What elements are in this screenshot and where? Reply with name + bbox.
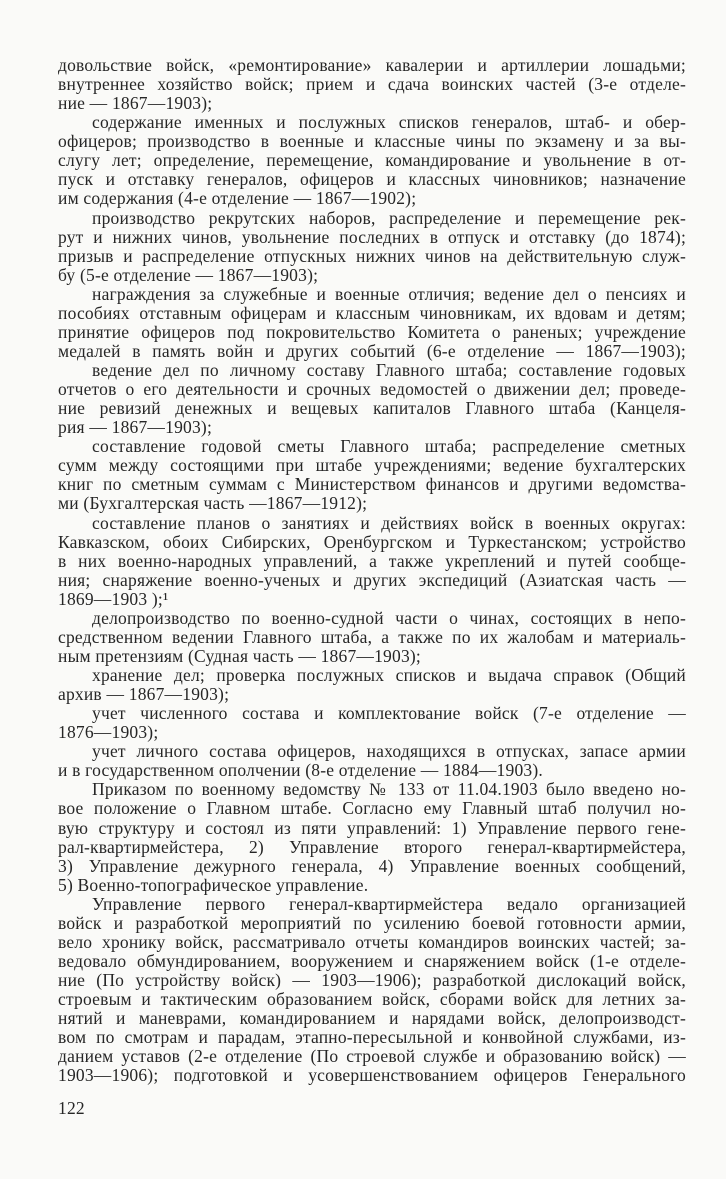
text-line-content: составление годовой сметы Главного штаба; распределение сметных	[92, 437, 686, 457]
text-line	[58, 132, 686, 151]
text-line	[58, 228, 686, 247]
text-line-content: рал-квартирмейстера, 2) Управление второго генерал-квартирмейстера,	[58, 837, 686, 857]
text-line-content: 1869—1903 );¹	[58, 589, 169, 609]
text-line-content: вое положение о Главном штабе. Согласно ему Главный штаб получил но-	[58, 799, 686, 819]
text-line-content: хранение дел; проверка послужных списков и выдача справок (Общий	[92, 666, 686, 685]
text-line-content: Кавказском, обоих Сибирских, Оренбургском и Туркестанском; устройство	[58, 532, 686, 552]
text-line	[58, 723, 686, 742]
text-line-content: книг по сметным суммам с Министерством финансов и другими ведомства-	[58, 475, 686, 495]
text-line	[58, 780, 686, 799]
text-line	[58, 838, 686, 857]
text-line-content: принятие офицеров под покровительство Комитета о раненых; учреждение	[58, 322, 686, 342]
text-line-content: учет численного состава и комплектование войск (7-е отделение —	[92, 704, 686, 724]
text-line	[58, 189, 686, 208]
text-line-content: вую структуру и состоял из пяти управлений: 1) Управление первого гене-	[58, 818, 686, 838]
paragraph	[58, 209, 686, 285]
text-line-content: составление планов о занятиях и действиях войск в военных округах:	[92, 513, 686, 533]
text-line-content: им содержания (4-е отделение — 1867—1902);	[58, 189, 417, 209]
text-line	[58, 285, 686, 304]
text-line-content: вело хронику войск, рассматривало отчеты командиров воинских частей; за-	[58, 932, 686, 952]
text-line	[58, 647, 686, 666]
text-line-content: пособиях отставным офицерам и классным чиновникам, их вдовам и детям;	[58, 303, 686, 323]
text-line	[58, 113, 686, 132]
text-line	[58, 590, 686, 609]
text-line	[58, 552, 686, 571]
text-line-content: Управление первого генерал-квартирмейстера ведало организацией	[92, 894, 686, 914]
text-line-content: пуск и отставку генералов, офицеров и классных чиновников; назначение	[58, 170, 686, 190]
text-line	[58, 990, 686, 1009]
text-line-content: 1876—1903);	[58, 723, 159, 743]
text-line	[58, 1047, 686, 1066]
text-line	[58, 247, 686, 266]
text-line-content: в них военно-народных управлений, а также укреплений и путей сообще-	[58, 551, 686, 571]
text-line-content: нятий и маневрами, командированием и нарядами войск, делопроизводст-	[58, 1009, 686, 1029]
text-line-content: довольствие войск, «ремонтирование» кавалерии и артиллерии лошадьми;	[58, 56, 686, 75]
text-line	[58, 380, 686, 399]
text-line-content: средственном ведении Главного штаба, а также по их жалобам и материаль-	[58, 627, 686, 647]
text-line	[58, 761, 686, 780]
text-line-content: 1903—1906); подготовкой и усовершенствованием офицеров Генерального	[58, 1066, 686, 1086]
paragraph	[58, 666, 686, 704]
text-line	[58, 895, 686, 914]
text-line-content: награждения за служебные и военные отличия; ведение дел о пенсиях и	[92, 284, 686, 304]
text-line	[58, 456, 686, 475]
text-line-content: сумм между состоящими при штабе учреждениями; ведение бухгалтерских	[58, 456, 686, 476]
text-line	[58, 704, 686, 723]
text-line-content: данием уставов (2-е отделение (По строевой службе и образованию войск) —	[58, 1047, 686, 1067]
text-line	[58, 685, 686, 704]
text-line	[58, 876, 686, 895]
text-line-content: производство рекрутских наборов, распределение и перемещение рек-	[92, 208, 686, 228]
paragraph	[58, 361, 686, 437]
text-line	[58, 514, 686, 533]
text-line	[58, 533, 686, 552]
text-line-content: строевым и тактическим образованием войск, сборами войск для летних за-	[58, 990, 686, 1010]
text-line-content: делопроизводство по военно-судной части о чинах, состоящих в непо-	[92, 608, 686, 628]
text-line-content: ние (По устройству войск) — 1903—1906); разработкой дислокаций войск,	[58, 971, 686, 990]
text-line-content: ния; снаряжение военно-ученых и других экспедиций (Азиатская часть —	[58, 570, 686, 590]
text-line	[58, 437, 686, 456]
text-line	[58, 933, 686, 952]
text-line	[58, 609, 686, 628]
text-line	[58, 819, 686, 838]
text-line-content: 5) Военно-топографическое управление.	[58, 875, 369, 895]
text-line	[58, 742, 686, 761]
text-line-content: 3) Управление дежурного генерала, 4) Управление военных сообщений,	[58, 856, 686, 876]
text-line	[58, 1066, 686, 1085]
text-line-content: архив — 1867—1903);	[58, 685, 230, 705]
paragraph	[58, 895, 686, 1086]
text-line	[58, 475, 686, 494]
text-line-content: войск и разработкой мероприятий по усилению боевой готовности армии,	[58, 913, 686, 933]
text-line-content: рия — 1867—1903);	[58, 418, 213, 438]
paragraph	[58, 704, 686, 742]
text-line-content: ным претензиям (Судная часть — 1867—1903);	[58, 646, 421, 666]
text-line	[58, 1028, 686, 1047]
text-line	[58, 399, 686, 418]
text-line-content: ние — 1867—1903);	[58, 94, 213, 114]
page-number: 122	[58, 1098, 85, 1118]
text-line-content: и в государственном ополчении (8-е отделение — 1884—1903).	[58, 761, 543, 781]
text-line	[58, 666, 686, 685]
text-line	[58, 151, 686, 170]
text-line	[58, 170, 686, 189]
text-line-content: ние ревизий денежных и вещевых капиталов Главного штаба (Канцеля-	[58, 399, 686, 419]
text-line	[58, 971, 686, 990]
paragraph	[58, 742, 686, 780]
body-text	[58, 56, 686, 1085]
text-line-content: внутреннее хозяйство войск; прием и сдача воинских частей (3-е отделе-	[58, 75, 686, 95]
text-line	[58, 75, 686, 94]
text-line	[58, 571, 686, 590]
text-line	[58, 323, 686, 342]
text-line	[58, 304, 686, 323]
text-line-content: медалей в память войн и других событий (6-е отделение — 1867—1903);	[58, 341, 686, 361]
text-line-content: содержание именных и послужных списков генералов, штаб- и обер-	[92, 113, 686, 133]
paragraph	[58, 514, 686, 609]
text-line-content: ведовало обмундированием, вооружением и снаряжением войск (1-е отделе-	[58, 951, 686, 971]
text-line	[58, 1009, 686, 1028]
text-line-content: бу (5-е отделение — 1867—1903);	[58, 265, 319, 285]
text-line	[58, 209, 686, 228]
text-line	[58, 361, 686, 380]
text-line-content: ми (Бухгалтерская часть —1867—1912);	[58, 494, 368, 514]
text-line-content: призыв и распределение отпускных нижних чинов на действительную служ-	[58, 246, 686, 266]
text-line-content: ведение дел по личному составу Главного штаба; составление годовых	[92, 361, 686, 380]
text-line-content: рут и нижних чинов, увольнение последних в отпуск и отставку (до 1874);	[58, 227, 686, 247]
text-line	[58, 94, 686, 113]
text-line-content: слугу лет; определение, перемещение, командирование и увольнение в от-	[58, 151, 686, 171]
paragraph	[58, 780, 686, 894]
text-line-content: Приказом по военному ведомству № 133 от 11.04.1903 было введено но-	[92, 780, 686, 800]
text-line-content: офицеров; производство в военные и классные чины по экзамену и за вы-	[58, 132, 686, 152]
text-line	[58, 799, 686, 818]
paragraph	[58, 56, 686, 113]
text-line	[58, 628, 686, 647]
text-line	[58, 857, 686, 876]
text-line-content: вом по смотрам и парадам, этапно-пересыльной и конвойной службами, из-	[58, 1028, 686, 1048]
text-line	[58, 494, 686, 513]
text-line	[58, 914, 686, 933]
text-line	[58, 418, 686, 437]
text-line	[58, 952, 686, 971]
text-line	[58, 266, 686, 285]
paragraph	[58, 437, 686, 513]
text-line	[58, 342, 686, 361]
text-line-content: учет личного состава офицеров, находящихся в отпусках, запасе армии	[92, 742, 686, 762]
paragraph	[58, 285, 686, 361]
paragraph	[58, 113, 686, 208]
text-line-content: отчетов о его деятельности и срочных ведомостей о движении дел; проведе-	[58, 380, 686, 400]
paragraph	[58, 609, 686, 666]
text-line	[58, 56, 686, 75]
